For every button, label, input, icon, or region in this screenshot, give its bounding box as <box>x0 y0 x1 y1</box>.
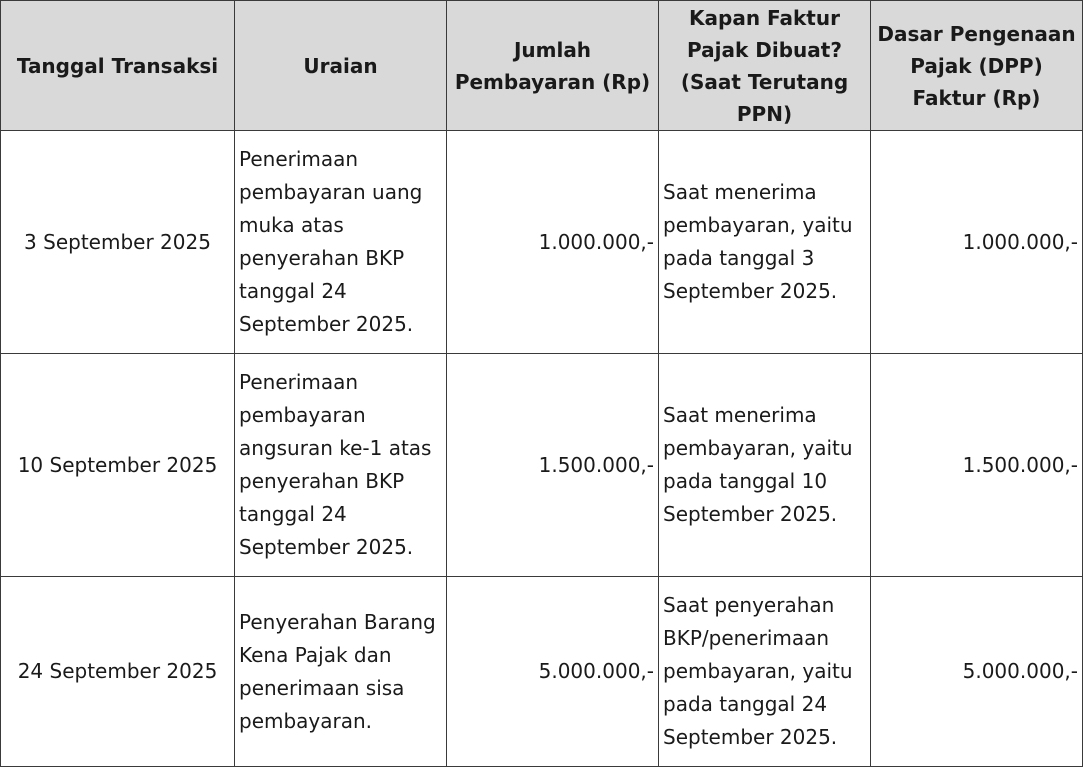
header-invoice-time: Kapan Faktur Pajak Dibuat? (Saat Terutang PPN) <box>659 1 871 131</box>
cell-invoice-time: Saat penyerahan BKP/penerimaan pembayaran, yaitu pada tanggal 24 September 2025. <box>659 577 871 767</box>
cell-invoice-time: Saat menerima pembayaran, yaitu pada tanggal 10 September 2025. <box>659 354 871 577</box>
header-transaction-date: Tanggal Transaksi <box>1 1 235 131</box>
table-row <box>1 577 1083 767</box>
cell-dpp: 5.000.000,- <box>871 577 1083 767</box>
cell-date: 24 September 2025 <box>1 577 235 767</box>
table-header-row <box>1 1 1083 131</box>
cell-amount: 5.000.000,- <box>447 577 659 767</box>
header-description: Uraian <box>235 1 447 131</box>
header-dpp: Dasar Pengenaan Pajak (DPP) Faktur (Rp) <box>871 1 1083 131</box>
cell-invoice-time: Saat menerima pembayaran, yaitu pada tanggal 3 September 2025. <box>659 131 871 354</box>
cell-description: Penyerahan Barang Kena Pajak dan penerimaan sisa pembayaran. <box>235 577 447 767</box>
cell-amount: 1.000.000,- <box>447 131 659 354</box>
cell-dpp: 1.000.000,- <box>871 131 1083 354</box>
cell-description: Penerimaan pembayaran uang muka atas penyerahan BKP tanggal 24 September 2025. <box>235 131 447 354</box>
cell-description: Penerimaan pembayaran angsuran ke-1 atas penyerahan BKP tanggal 24 September 2025. <box>235 354 447 577</box>
cell-date: 10 September 2025 <box>1 354 235 577</box>
cell-amount: 1.500.000,- <box>447 354 659 577</box>
header-payment-amount: Jumlah Pembayaran (Rp) <box>447 1 659 131</box>
table-row <box>1 354 1083 577</box>
cell-date: 3 September 2025 <box>1 131 235 354</box>
cell-dpp: 1.500.000,- <box>871 354 1083 577</box>
table-row <box>1 131 1083 354</box>
